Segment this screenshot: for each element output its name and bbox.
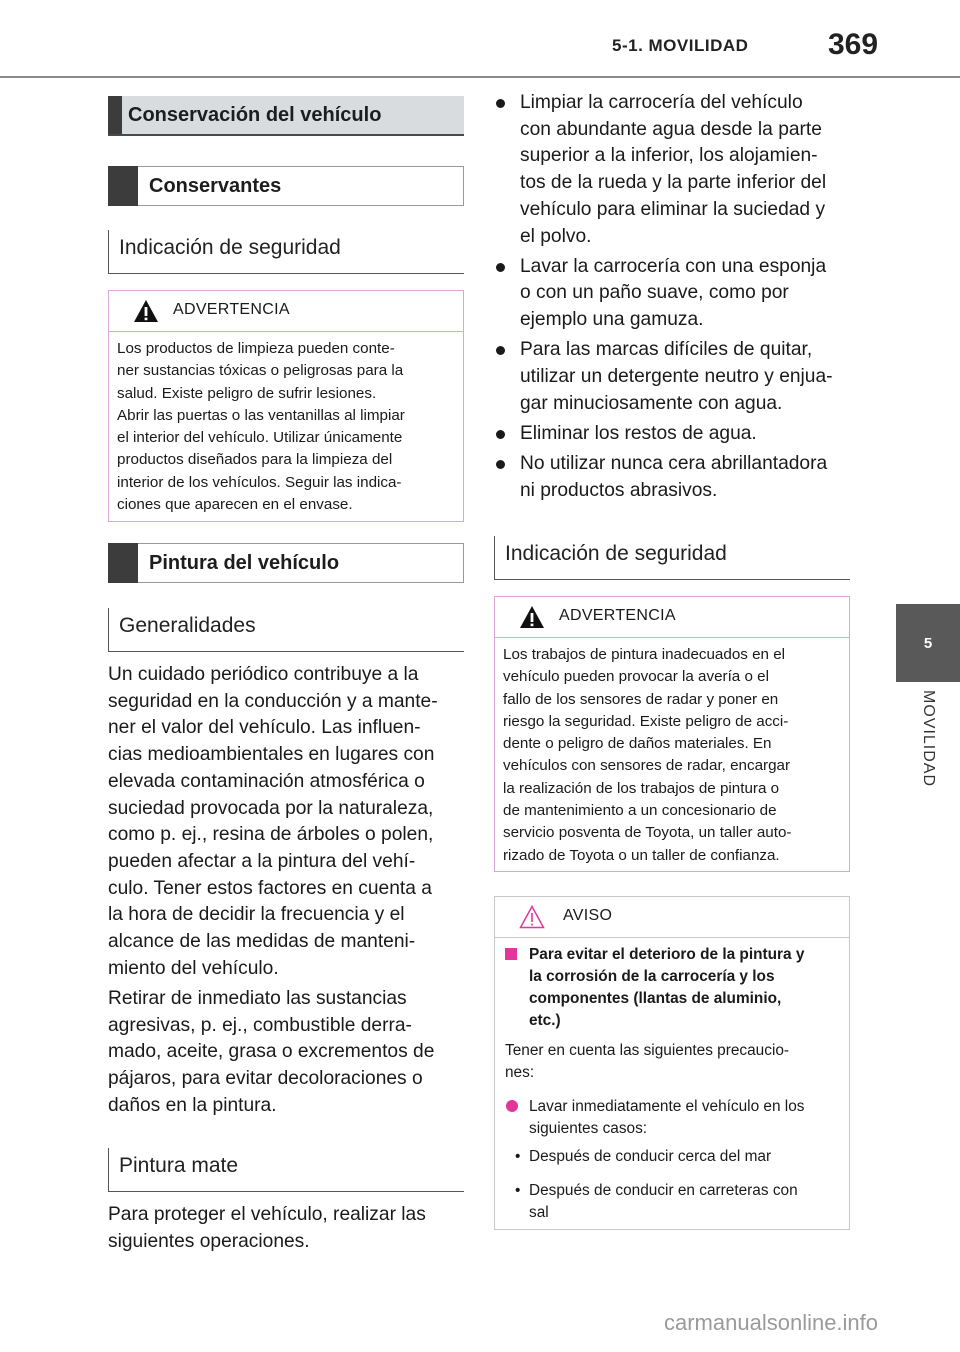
- warning-title: ADVERTENCIA: [173, 301, 290, 318]
- warning-triangle-icon: [519, 605, 545, 629]
- text-line: Lavar inmediatamente el vehículo en los: [529, 1098, 805, 1115]
- text-line: ner el valor del vehículo. Las influen-: [108, 717, 421, 739]
- square-bullet-icon: [505, 948, 517, 960]
- section-heading-generalidades: [108, 608, 464, 652]
- section-heading-text: Pintura mate: [119, 1154, 239, 1177]
- text-line: culo. Tener estos factores en cuenta a: [108, 877, 432, 899]
- bullet-dot-icon: [496, 460, 505, 469]
- section-heading-seguridad: [108, 230, 464, 274]
- notice-triangle-icon: [519, 905, 545, 929]
- section-heading-text: Indicación de seguridad: [505, 542, 727, 565]
- text-line: como p. ej., resina de árboles o polen,: [108, 824, 434, 846]
- warning-header: [109, 291, 463, 332]
- warning-header: [495, 597, 849, 638]
- text-line: pueden afectar a la pintura del vehí-: [108, 850, 416, 872]
- text-line: mado, aceite, grasa o excrementos de: [108, 1041, 435, 1063]
- warning-line: Los productos de limpieza pueden conte-: [117, 340, 395, 357]
- text-line: gar minuciosamente con agua.: [520, 392, 783, 414]
- subheading-text: Conservantes: [149, 175, 282, 197]
- circle-bullet-icon: [506, 1100, 518, 1112]
- text-line: suciedad provocada por la naturaleza,: [108, 797, 434, 819]
- notice-header: [495, 897, 849, 938]
- warning-line: Abrir las puertas o las ventanillas al limpiar: [117, 406, 405, 424]
- text-line: Eliminar los restos de agua.: [520, 422, 757, 444]
- warning-line: vehículo pueden provocar la avería o el: [503, 668, 769, 686]
- dot-marker: •: [515, 1148, 521, 1165]
- dot-marker: •: [515, 1182, 521, 1199]
- warning-line: ner sustancias tóxicas o peligrosas para la: [117, 362, 404, 380]
- bullet-dot-icon: [496, 99, 505, 108]
- text-line: la corrosión de la carrocería y los: [529, 968, 775, 985]
- text-line: con abundante agua desde la parte: [520, 118, 822, 140]
- text-line: siguientes casos:: [529, 1120, 648, 1137]
- text-line: cias medioambientales en lugares con: [108, 744, 435, 766]
- warning-box-cleaning: [108, 290, 464, 522]
- subheading-pintura: [108, 543, 464, 583]
- text-line: superior a la inferior, los alojamien-: [520, 145, 818, 167]
- chapter-label: MOVILIDAD: [920, 690, 937, 788]
- bullet-item: [494, 421, 854, 448]
- text-line: o con un paño suave, como por: [520, 282, 789, 304]
- notice-body: [495, 938, 849, 1224]
- header-rule: [0, 76, 960, 78]
- warning-line: servicio posventa de Toyota, un taller auto-: [503, 824, 792, 842]
- bullet-item: [494, 451, 854, 504]
- text-line: vehículo para eliminar la suciedad y: [520, 198, 826, 220]
- warning-line: fallo de los sensores de radar y poner en: [503, 690, 779, 708]
- warning-title: ADVERTENCIA: [559, 607, 676, 624]
- warning-line: Los trabajos de pintura inadecuados en el: [503, 646, 786, 663]
- warning-body: [109, 332, 463, 516]
- text-line: daños en la pintura.: [108, 1094, 277, 1116]
- text-line: ni productos abrasivos.: [520, 479, 718, 501]
- section-heading-text: Generalidades: [119, 614, 256, 637]
- warning-line: interior de los vehículos. Seguir las indica-: [117, 473, 402, 491]
- bullet-dot-icon: [496, 263, 505, 272]
- text-line: agresivas, p. ej., combustible derra-: [108, 1014, 412, 1036]
- warning-triangle-icon: [133, 299, 159, 323]
- text-line: Tener en cuenta las siguientes precaucio-: [505, 1042, 790, 1059]
- heading-text: Conservación del vehículo: [128, 104, 382, 126]
- bullet-item: [494, 254, 854, 334]
- warning-line: el interior del vehículo. Utilizar únicamente: [117, 429, 403, 447]
- chapter-tab-label: [896, 690, 960, 810]
- text-line: nes:: [505, 1064, 535, 1081]
- subheading-text: Pintura del vehículo: [149, 552, 340, 574]
- bullet-list-operations: [494, 90, 854, 508]
- text-line: pájaros, para evitar decoloraciones o: [108, 1068, 423, 1090]
- text-line: siguientes operaciones.: [108, 1230, 310, 1252]
- text-line: No utilizar nunca cera abrillantadora: [520, 453, 828, 475]
- notice-dash-item: [505, 1146, 839, 1168]
- bullet-item: [494, 90, 854, 250]
- warning-box-radar: [494, 596, 850, 872]
- text-line: Retirar de inmediato las sustancias: [108, 988, 407, 1009]
- text-line: alcance de las medidas de manteni-: [108, 931, 416, 953]
- notice-box: [494, 896, 850, 1230]
- warning-line: rizado de Toyota o un taller de confianza.: [503, 846, 780, 864]
- chapter-tab-number: [896, 604, 960, 682]
- watermark: carmanualsonline.info: [664, 1310, 879, 1335]
- warning-line: salud. Existe peligro de sufrir lesiones.: [117, 384, 377, 402]
- text-line: etc.): [529, 1012, 561, 1029]
- notice-title: AVISO: [563, 907, 613, 924]
- text-line: Un cuidado periódico contribuye a la: [108, 664, 419, 685]
- subheading-conservantes: [108, 166, 464, 206]
- text-line: tos de la rueda y la parte inferior del: [520, 172, 827, 194]
- notice-bullet: [505, 1096, 839, 1140]
- text-line: componentes (llantas de aluminio,: [529, 990, 782, 1007]
- text-line: la hora de decidir la frecuencia y el: [108, 904, 405, 926]
- paragraph-generalidades: [108, 662, 468, 982]
- warning-line: dente o peligro de daños materiales. En: [503, 735, 772, 753]
- warning-body: [495, 638, 849, 867]
- section-heading-pintura-mate: [108, 1148, 464, 1192]
- text-line: Después de conducir en carreteras con: [529, 1182, 798, 1199]
- text-line: seguridad en la conducción y a mante-: [108, 690, 438, 712]
- subheading-mark: [108, 543, 138, 583]
- text-line: Después de conducir cerca del mar: [529, 1148, 772, 1165]
- bullet-dot-icon: [496, 430, 505, 439]
- warning-line: productos diseñados para la limpieza del: [117, 451, 393, 469]
- chapter-number: 5: [923, 634, 933, 652]
- text-line: el polvo.: [520, 225, 592, 247]
- paragraph-sustancias: [108, 986, 468, 1120]
- warning-line: ciones que aparecen en el envase.: [117, 496, 353, 514]
- text-line: ejemplo una gamuza.: [520, 309, 704, 331]
- warning-line: de mantenimiento a un concesionario de: [503, 802, 777, 820]
- text-line: Para las marcas difíciles de quitar,: [520, 339, 813, 361]
- text-line: Para proteger el vehículo, realizar las: [108, 1204, 426, 1225]
- text-line: Para evitar el deterioro de la pintura y: [529, 946, 805, 963]
- subheading-mark: [108, 166, 138, 206]
- notice-dash-item: [505, 1180, 839, 1224]
- running-header-section: 5-1. MOVILIDAD: [612, 36, 749, 55]
- text-line: utilizar un detergente neutro y enjua-: [520, 366, 833, 388]
- section-heading-seguridad-2: [494, 536, 850, 580]
- text-line: Limpiar la carrocería del vehículo: [520, 92, 803, 113]
- page-number: 369: [828, 28, 879, 61]
- heading-conservacion: [108, 96, 464, 136]
- paragraph-pintura-mate: [108, 1202, 468, 1255]
- warning-line: la realización de los trabajos de pintura o: [503, 779, 780, 797]
- text-line: sal: [529, 1204, 549, 1221]
- notice-subheading: [505, 944, 839, 1032]
- heading-mark: [108, 96, 122, 134]
- warning-line: riesgo la seguridad. Existe peligro de acci-: [503, 712, 789, 730]
- warning-line: vehículos con sensores de radar, encargar: [503, 757, 791, 775]
- notice-text: [505, 1040, 839, 1084]
- text-line: Lavar la carrocería con una esponja: [520, 255, 827, 277]
- text-line: miento del vehículo.: [108, 957, 279, 979]
- bullet-item: [494, 337, 854, 417]
- bullet-dot-icon: [496, 346, 505, 355]
- section-heading-text: Indicación de seguridad: [119, 236, 341, 259]
- text-line: elevada contaminación atmosférica o: [108, 770, 425, 792]
